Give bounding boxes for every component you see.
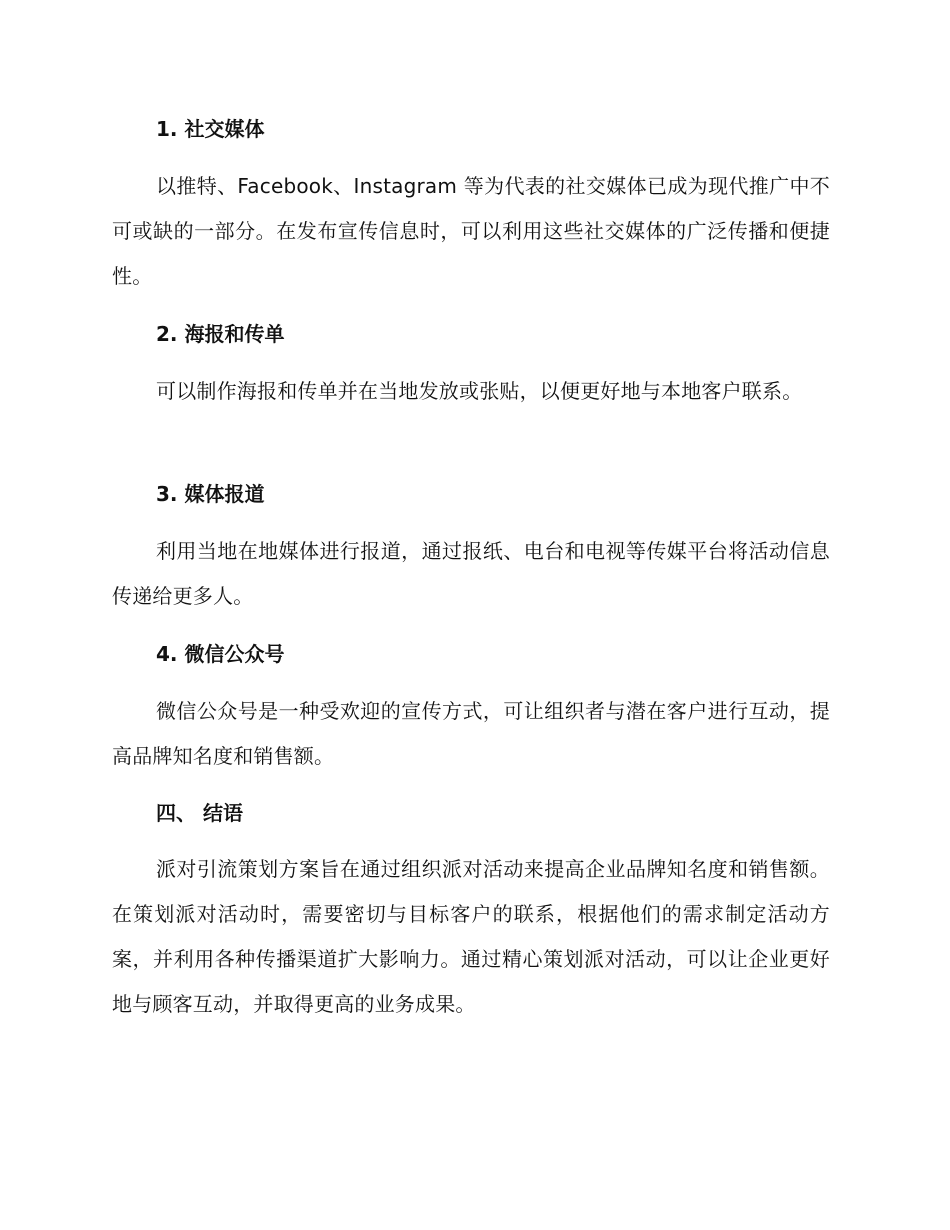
section-heading-media-coverage: 3. 媒体报道 bbox=[156, 482, 265, 506]
section-heading-posters-flyers: 2. 海报和传单 bbox=[156, 322, 285, 346]
section-paragraph-media-coverage: 利用当地在地媒体进行报道，通过报纸、电台和电视等传媒平台将活动信息传递给更多人。 bbox=[112, 539, 830, 608]
section-heading-wechat-official-account: 4. 微信公众号 bbox=[156, 642, 285, 666]
section-heading-conclusion: 四、 结语 bbox=[156, 801, 243, 825]
section-paragraph-conclusion: 派对引流策划方案旨在通过组织派对活动来提高企业品牌知名度和销售额。在策划派对活动时，需要密切与目标客户的联系，根据他们的需求制定活动方案，并利用各种传播渠道扩大影响力。通过精心策划派对活动，可以让企业更好地与顾客互动，并取得更高的业务成果。 bbox=[112, 857, 830, 1016]
section-paragraph-wechat-official-account: 微信公众号是一种受欢迎的宣传方式，可让组织者与潜在客户进行互动，提高品牌知名度和销售额。 bbox=[112, 699, 830, 768]
section-paragraph-social-media: 以推特、Facebook、Instagram 等为代表的社交媒体已成为现代推广中不可或缺的一部分。在发布宣传信息时，可以利用这些社交媒体的广泛传播和便捷性。 bbox=[112, 174, 830, 288]
section-paragraph-posters-flyers: 可以制作海报和传单并在当地发放或张贴，以便更好地与本地客户联系。 bbox=[156, 379, 803, 403]
section-heading-social-media: 1. 社交媒体 bbox=[156, 117, 265, 141]
